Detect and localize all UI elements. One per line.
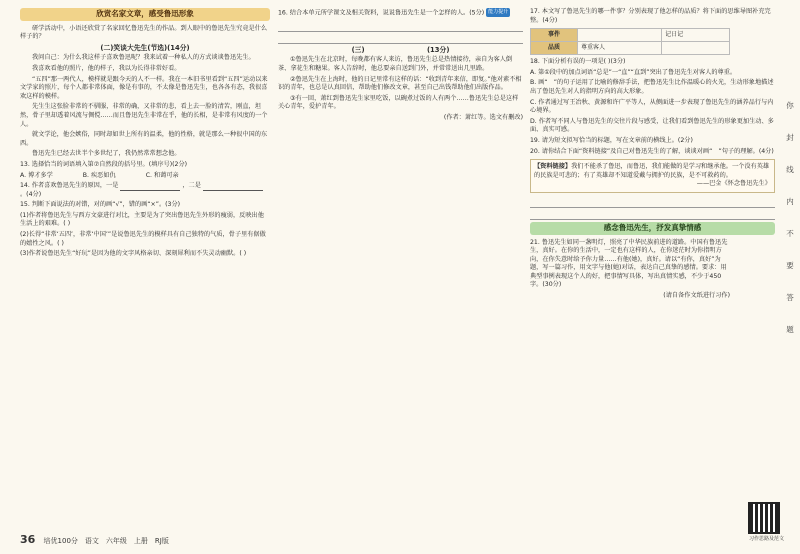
link-source: ——巴金《怀念鲁迅先生》 bbox=[696, 180, 771, 188]
answer-blank[interactable] bbox=[203, 183, 263, 191]
resource-link-box: 【资料链接】我们不能杀了鲁迅，而鲁迅，我们能做的是学习和继承他。一个没有英雄的民族是可悲的；有了英雄却不知道爱戴与拥护的民族，是不可救药的。 ——巴金《怀念鲁迅先生》 bbox=[530, 159, 775, 193]
answer-blank[interactable] bbox=[120, 183, 180, 191]
question-17: 17. 本文写了鲁迅先生的哪一件事？分别表现了他怎样的品质？将下面的思维导图补充完整。(4分) bbox=[530, 8, 771, 24]
option-b: B. 疾恶如仇 bbox=[82, 171, 116, 179]
mid-para-2: ②鲁迅先生在上海时，他的日记里常有这样的话：“收到青年来信，即复。”他对素不相识的青年，也总是认真回信，帮助他们修改文章，甚至自己出钱帮助他们出版作品。 bbox=[278, 75, 522, 92]
para-3: “五四”那一两代人，模样就是跟今天的人不一样。我在一本旧书里看到“五四”运动以来文学家的照片，每个人都非常体面，像是有事的，不太像是鲁迅先生，也各各有态，我很喜欢这样的模样。 bbox=[20, 75, 268, 100]
mind-map-table bbox=[530, 28, 730, 55]
section-title: (二)笑谈大先生(节选)(14分) bbox=[100, 43, 190, 52]
answer-line[interactable] bbox=[278, 32, 523, 44]
table-label: 品质 bbox=[531, 42, 578, 55]
question-14: 14. 作者喜欢鲁迅先生的原因，一是 ，二是 。(4分) bbox=[20, 182, 270, 199]
mid-source: (作者：萧红等。选文有删改) bbox=[443, 114, 523, 122]
left-column bbox=[20, 6, 270, 526]
question-15: 15. 判断下面说法的对错，对的画“√”，错的画“×”。(3分) bbox=[20, 201, 181, 209]
question-21: 21. 鲁迅先生如同一盏明灯，照亮了中华民族前进的道路。中国有鲁迅先生，真好。在你的生活中，一定也有这样的人，在你迷茫时为你指明方向，在你失意时给予你力量……有他(她)，真好。请以“有你，真好”为题，写一篇习作，用文字与他(她)对话，表达自己真挚的感情。要求：用典型事例表现这个人的好，把事情写具体，写出真情实感，不少于450字。(30分) bbox=[530, 238, 728, 289]
question-13-options bbox=[20, 172, 270, 181]
para-6: 鲁迅先生已经去世半个多世纪了，我仍然常常想念他。 bbox=[32, 150, 181, 158]
right-banner: 感念鲁迅先生，抒发真挚情感 bbox=[530, 222, 775, 235]
question-15-item-3: (3)作者说鲁迅先生“好玩”是因为他的文字风格亲切、深刻犀利而不失灵动幽默。( ) bbox=[20, 250, 247, 258]
q18-option-d: D. 作者写不同人与鲁迅先生的交往片段与感受，让我们看到鲁迅先生的形象更加生动、多面、真实可感。 bbox=[530, 117, 774, 134]
page-footer bbox=[20, 533, 169, 546]
q18-option-c: C. 作者通过写王冶秋、黄源和许广平等人，从侧面进一步表现了鲁迅先生的涵养品行与内心境界。 bbox=[530, 98, 774, 115]
question-16: 16. 结合本单元所学课文及相关资料，说说鲁迅先生是一个怎样的人。(5分) 能力提升 bbox=[278, 9, 509, 17]
para-2: 我喜欢看他的照片，他的样子，我以为长得非常好看。 bbox=[32, 64, 181, 72]
para-1: 我问自己：为什么我这样子喜欢鲁迅呢？我来试着一种私人的方式谈谈鲁迅先生。 bbox=[32, 54, 255, 62]
q18-option-a: A. 第①段中的加点词语“总是”一“直”“直到”突出了鲁迅先生对客人的尊重。 bbox=[530, 68, 737, 76]
answer-line[interactable] bbox=[530, 196, 775, 208]
q18-option-b: B. 画“ ”的句子运用了比喻的修辞手法，把鲁迅先生比作温暖心的火光，生动形象地描述出了鲁迅先生对人的指明方向的高大形象。 bbox=[530, 79, 774, 95]
para-4: 先生生这张脸非常的不驯服，非常的确，又非常的悲，看上去一脸的清苦，刚直，坦然，骨子里却透着风流与倜傥……而且鲁迅先生非常在乎，他的长相，是非常有风度的一个人。 bbox=[20, 103, 268, 128]
answer-line[interactable] bbox=[530, 208, 775, 220]
section-3-title: (三) (13分) bbox=[351, 45, 450, 54]
table-cell[interactable]: 尊重客人 bbox=[578, 42, 662, 55]
option-a: A. 博才多学 bbox=[20, 171, 53, 179]
middle-column bbox=[278, 6, 523, 526]
intro-text: 研学活动中，小语还欣赏了名家回忆鲁迅先生的作品。到人眼中的鲁迅先生究竟是什么样子的？ bbox=[20, 24, 268, 41]
mid-para-3: ③有一回，萧红到鲁迅先生家里吃饭，以碗煮过饭的人有两个……鲁迅先生总是这样关心青年，爱护青年。 bbox=[278, 94, 519, 111]
binding-margin-text: 你 封 线 内 不 要 答 题 bbox=[786, 101, 794, 334]
table-cell[interactable]: 记日记 bbox=[662, 29, 730, 42]
question-15-item-2: (2)长得“非常‘五四’，非常‘中国’”是说鲁迅先生的模样具有自己独特的气质，骨子里有倨傲的嬉性之风。( ) bbox=[20, 231, 266, 247]
question-15-item-1: (1)作者将鲁迅先生与西方文豪进行对比，主要是为了突出鲁迅先生外形的瘦弱，反映出他生活上的艰难。( ) bbox=[20, 211, 264, 228]
left-banner: 欣赏名家文章，感受鲁迅形象 bbox=[20, 8, 270, 21]
question-20: 20. 请你结合下面“资料链接”及自己对鲁迅先生的了解，谈谈对画“ ”句子的理解。(4分) bbox=[530, 147, 774, 155]
answer-line[interactable] bbox=[278, 20, 523, 32]
q21-source: (请自备作文纸进行习作) bbox=[663, 292, 730, 300]
question-19: 19. 请为短文拟写恰当的标题，写在文章前的横线上。(2分) bbox=[530, 136, 693, 144]
qr-code-icon[interactable] bbox=[748, 502, 780, 534]
mid-para-1: ①鲁迅先生在北京时，每晚都有客人来访，鲁迅先生总是热情接待，亲自为客人倒茶、拿花生和糖果。客人告辞时，他总要亲自送到门外，并常常送出几里路。 bbox=[278, 56, 513, 73]
page-number: 36 bbox=[20, 533, 36, 546]
option-c: C. 和蔼可亲 bbox=[145, 171, 179, 179]
table-cell[interactable] bbox=[578, 29, 662, 42]
question-18: 18. 下面分析有误的一项是( )(3分) bbox=[530, 58, 626, 66]
para-5: 就文学论，他会嫉俗，同时却如世上所有的温柔，他的性格，就是那么一种很中国的东西。 bbox=[20, 131, 268, 147]
question-13: 13. 选择恰当的词语填入第⑦自然段的括号里。(填序号)(2分) bbox=[20, 160, 188, 168]
ability-tag: 能力提升 bbox=[488, 9, 509, 15]
right-column bbox=[530, 6, 775, 526]
footer-text: 培优100分 语文 六年级 上册 RJ版 bbox=[43, 537, 169, 545]
qr-label: 习作思路及范文 bbox=[748, 536, 784, 542]
table-cell[interactable] bbox=[662, 42, 730, 55]
table-label: 事件 bbox=[531, 29, 578, 42]
